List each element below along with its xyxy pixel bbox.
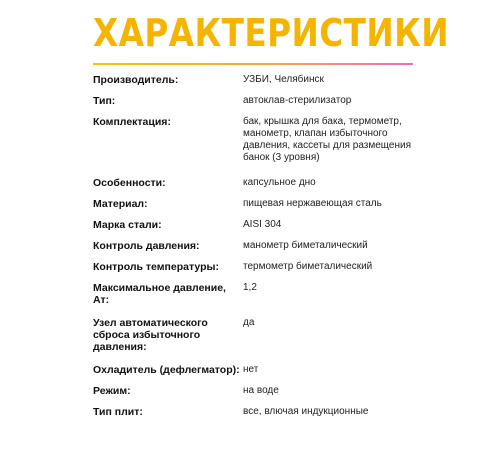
spec-label: Особенности: bbox=[93, 177, 166, 189]
spec-label: Максимальное давление, Ат: bbox=[93, 282, 226, 306]
spec-row-pressure-control bbox=[93, 240, 423, 252]
spec-row-features bbox=[93, 177, 423, 189]
spec-row-pressure-release bbox=[93, 317, 423, 353]
spec-value: автоклав-стерилизатор bbox=[243, 95, 352, 106]
spec-value: на воде bbox=[243, 385, 279, 396]
page-title: ХАРАКТЕРИСТИКИ bbox=[93, 11, 450, 55]
spec-row-package bbox=[93, 116, 423, 164]
spec-value: манометр биметалический bbox=[243, 240, 368, 251]
spec-value: термометр биметалический bbox=[243, 261, 373, 272]
spec-value: капсульное дно bbox=[243, 177, 316, 188]
spec-row-max-pressure bbox=[93, 282, 423, 306]
spec-label: Тип: bbox=[93, 95, 116, 107]
specs-list bbox=[93, 74, 423, 427]
spec-row-manufacturer bbox=[93, 74, 423, 86]
spec-row-stove-type bbox=[93, 406, 423, 418]
title-divider bbox=[93, 63, 413, 65]
spec-label: Контроль температуры: bbox=[93, 261, 219, 273]
spec-label: Охладитель (дефлегматор): bbox=[93, 364, 240, 376]
spec-label: Узел автоматического сброса избыточного давления: bbox=[93, 317, 208, 353]
spec-value: 1,2 bbox=[243, 282, 257, 293]
spec-row-type bbox=[93, 95, 423, 107]
spec-value: нет bbox=[243, 364, 259, 375]
spec-value: все, влючая индукционные bbox=[243, 406, 369, 417]
spec-row-cooler bbox=[93, 364, 423, 376]
spec-value: AISI 304 bbox=[243, 219, 282, 230]
spec-label: Тип плит: bbox=[93, 406, 143, 418]
spec-row-material bbox=[93, 198, 423, 210]
spec-label: Материал: bbox=[93, 198, 148, 210]
spec-row-steel-grade bbox=[93, 219, 423, 231]
spec-label: Режим: bbox=[93, 385, 131, 397]
spec-value: УЗБИ, Челябинск bbox=[243, 74, 324, 85]
spec-value: да bbox=[243, 317, 255, 328]
spec-label: Марка стали: bbox=[93, 219, 162, 231]
spec-value: пищевая нержавеющая сталь bbox=[243, 198, 382, 209]
spec-label: Комплектация: bbox=[93, 116, 171, 128]
spec-value: бак, крышка для бака, термометр, манометр, клапан избыточного давления, кассеты для размещения банок (3 уровня) bbox=[243, 116, 411, 163]
spec-label: Производитель: bbox=[93, 74, 179, 86]
spec-label: Контроль давления: bbox=[93, 240, 200, 252]
spec-row-temperature-control bbox=[93, 261, 423, 273]
spec-row-mode bbox=[93, 385, 423, 397]
